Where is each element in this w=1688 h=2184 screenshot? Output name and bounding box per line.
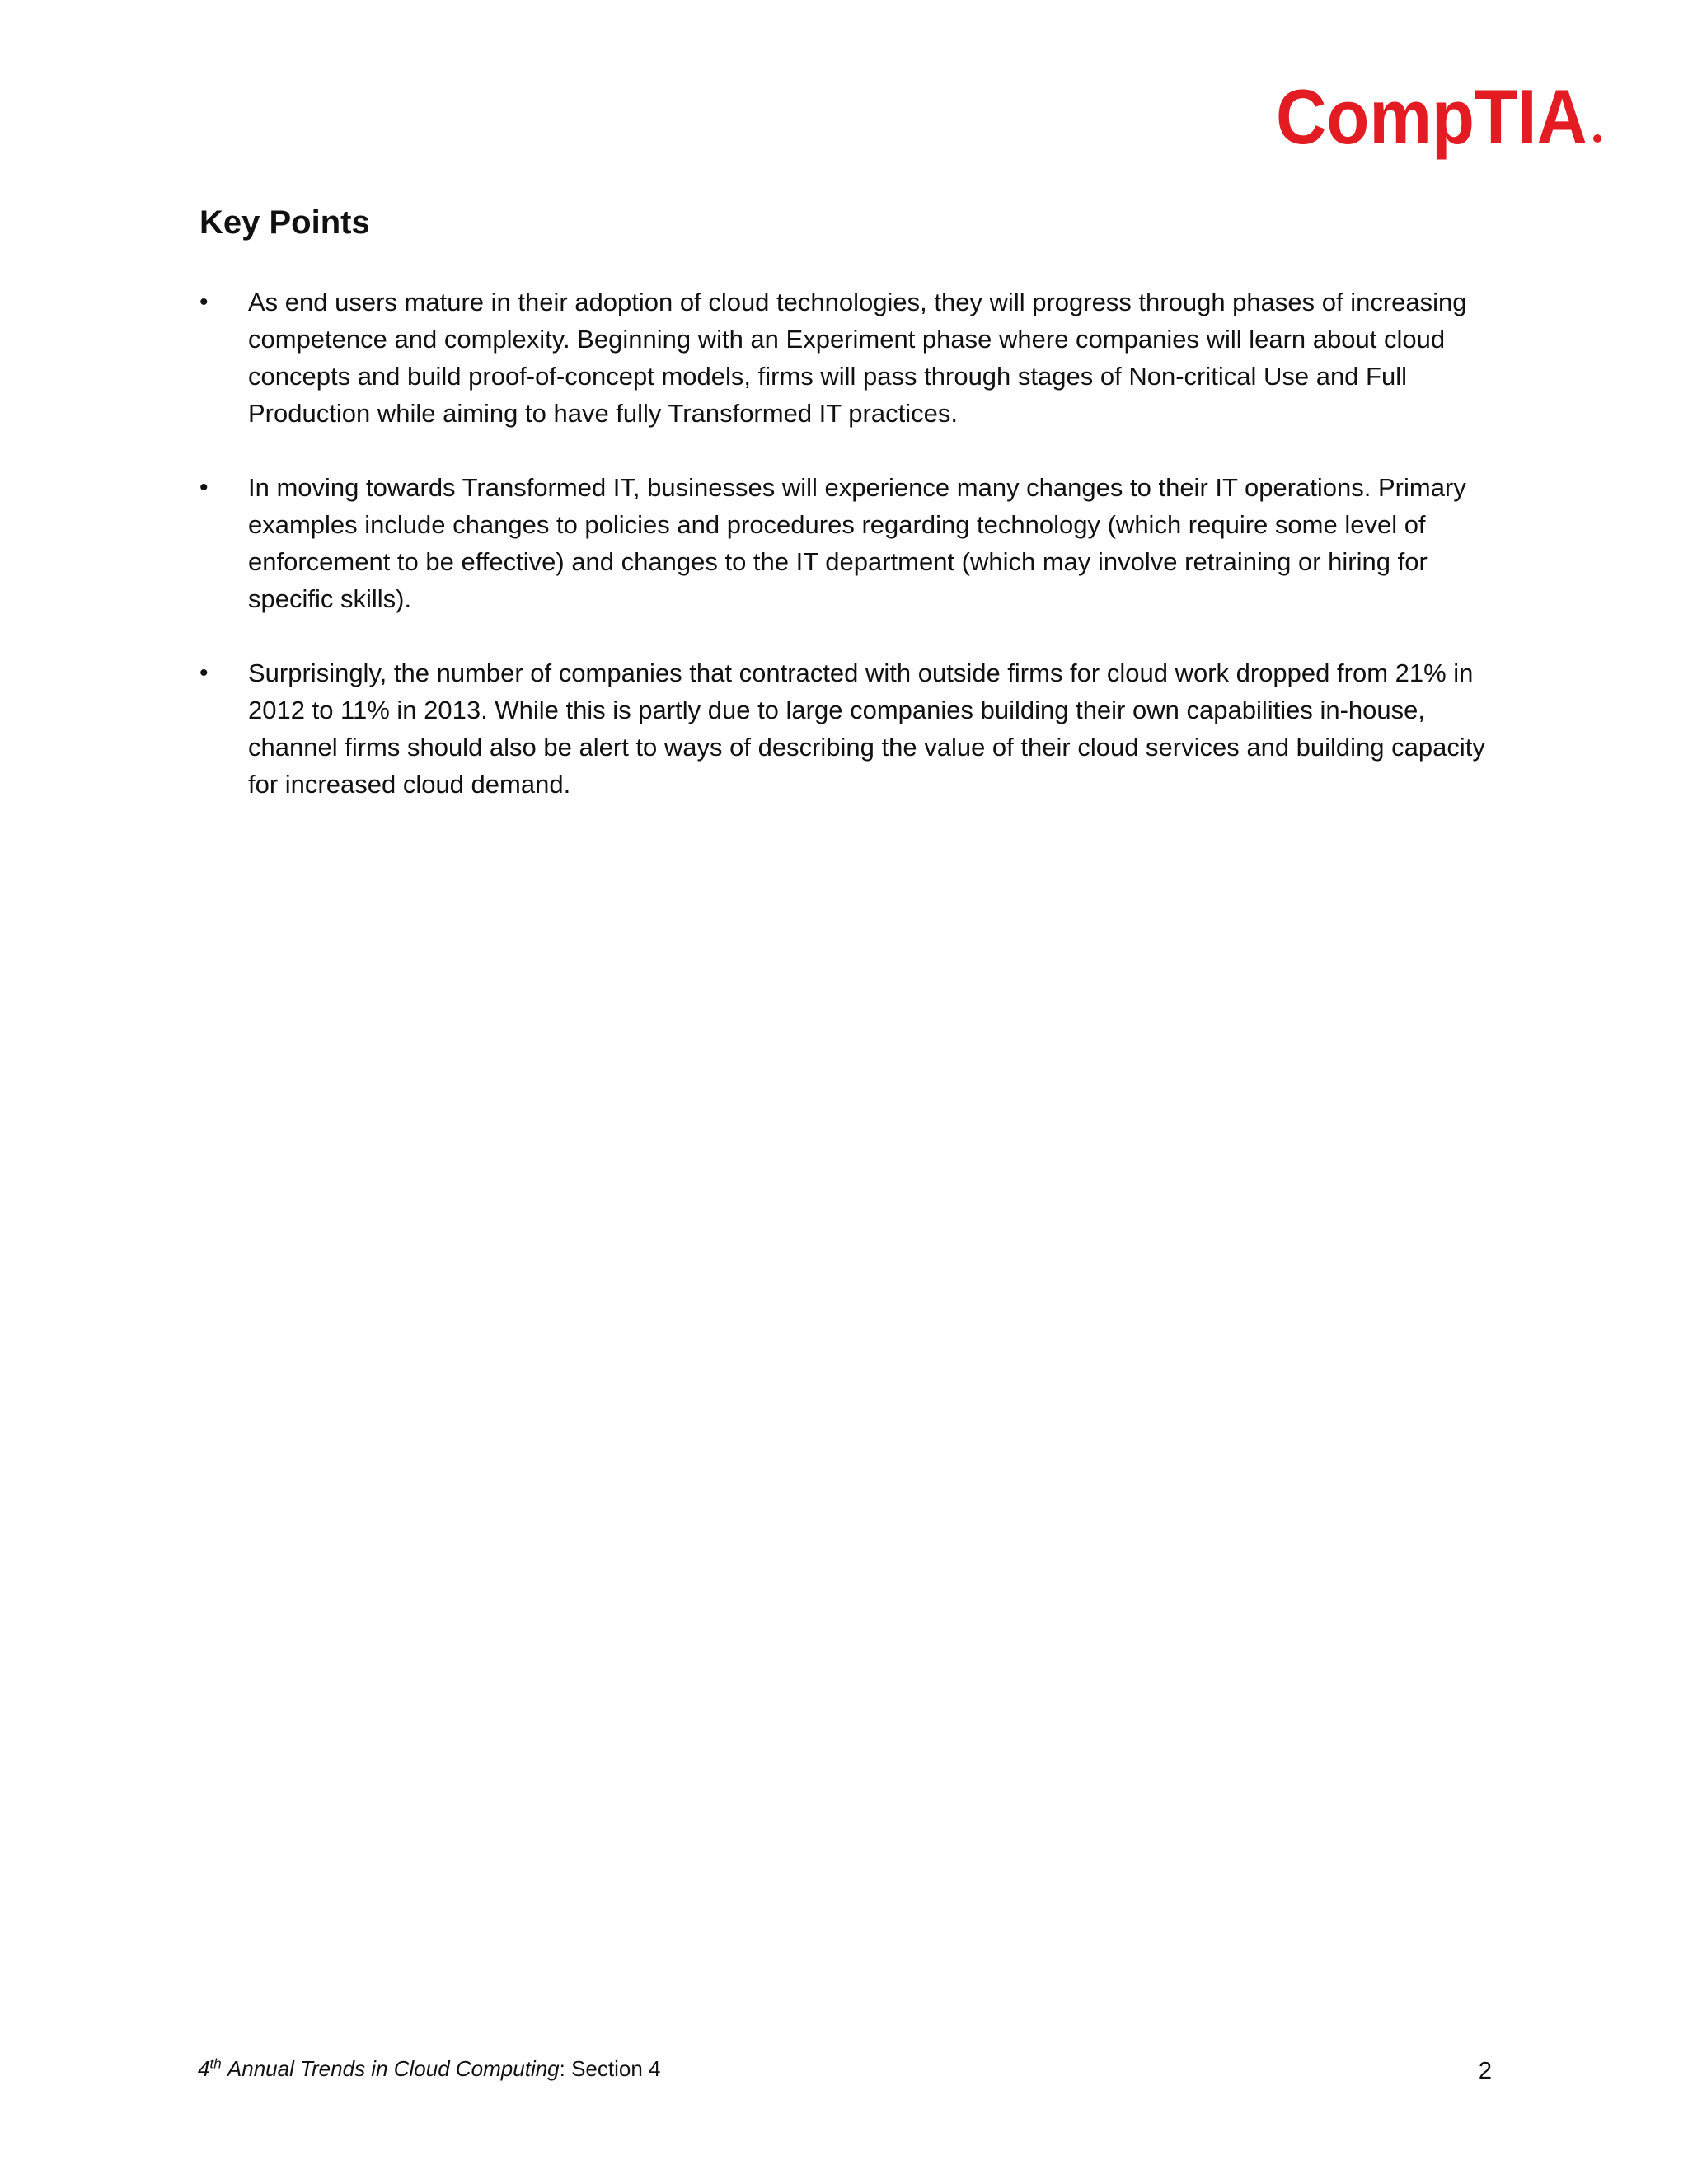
page-footer <box>198 2055 661 2083</box>
bullet-icon: • <box>199 474 209 501</box>
list-item-text: Surprisingly, the number of companies that contracted with outside firms for cloud work dropped from 21% in 2012 to 11% in 2013. While this is partly due to large companies building their own capabilities in-house, channel firms should also be alert to ways of describing the value of their cloud services and building capacity for increased cloud demand. <box>248 658 1485 799</box>
list-item <box>199 469 1518 617</box>
page-heading: Key Points <box>199 204 370 241</box>
list-item-text: In moving towards Transformed IT, businesses will experience many changes to their IT operations. Primary examples include changes to policies and procedures regarding technology (which require some level of enforcement to be effective) and changes to the IT department (which may involve retraining or hiring for specific skills). <box>248 473 1466 613</box>
edition-suffix: th <box>209 2055 222 2072</box>
list-item <box>199 284 1518 432</box>
list-item-text: As end users mature in their adoption of cloud technologies, they will progress through phases of increasing competence and complexity. Beginning with an Experiment phase where companies will learn about cloud concepts and build proof-of-concept models, firms will pass through stages of Non-critical Use and Full Production while aiming to have fully Transformed IT practices. <box>248 288 1467 428</box>
logo-wordmark: CompTIA <box>1276 76 1587 160</box>
registered-mark-icon <box>1593 134 1601 143</box>
page-number: 2 <box>1478 2058 1492 2084</box>
report-title: Annual Trends in Cloud Computing <box>227 2056 560 2081</box>
bullet-icon: • <box>199 659 209 687</box>
key-points-list <box>199 284 1518 840</box>
list-item <box>199 654 1518 803</box>
comptia-logo <box>1276 76 1606 166</box>
logo-graphic <box>1276 76 1606 166</box>
edition-number: 4 <box>198 2056 210 2081</box>
bullet-icon: • <box>199 288 209 316</box>
section-label: : Section 4 <box>559 2056 661 2081</box>
